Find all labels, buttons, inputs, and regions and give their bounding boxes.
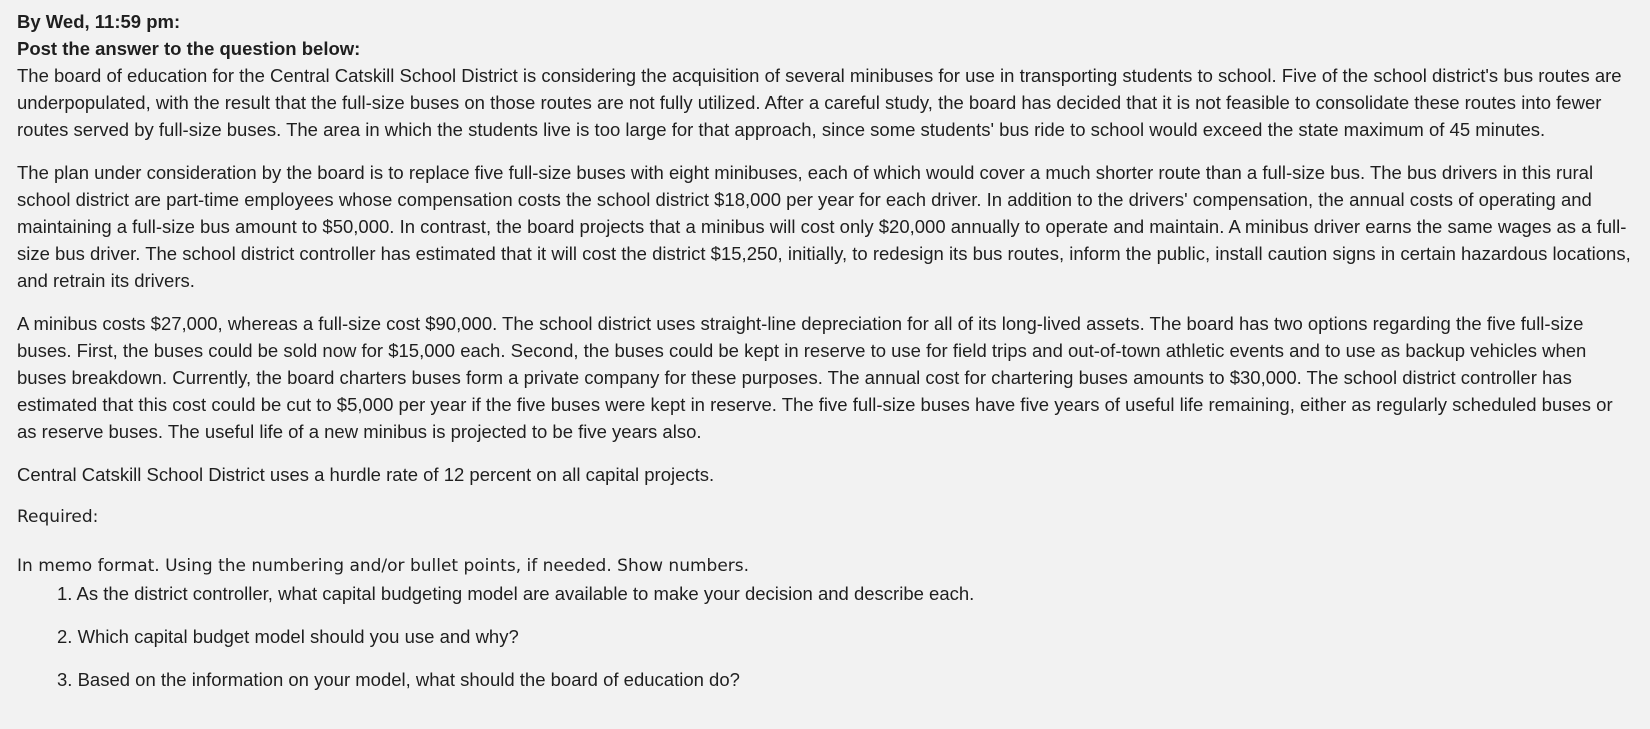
paragraph-background: The board of education for the Central Catskill School District is considering the acquisition of several minibuses for use in transporting students to school. Five of the school district's bus routes are underpopulated, with the result that the full-size buses on those routes are not fully utilized. After a careful study, the board has decided that it is not feasible to consolidate these routes into fewer routes served by full-size buses. The area in which the students live is too large for that approach, since some students' bus ride to school would exceed the state maximum of 45 minutes. — [17, 65, 1622, 140]
question-item-1: 1. As the district controller, what capital budgeting model are available to make your decision and describe each. — [57, 583, 975, 604]
paragraph-plan: The plan under consideration by the board is to replace five full-size buses with eight minibuses, each of which would cover a much shorter route than a full-size bus. The bus drivers in this rural school district are part-time employees whose compensation costs the school district $18,000 per year for each driver. In addition to the drivers' compensation, the annual costs of operating and maintaining a full-size bus amount to $50,000. In contrast, the board projects that a minibus will cost only $20,000 annually to operate and maintain. A minibus driver earns the same wages as a full-size bus driver. The school district controller has estimated that it will cost the district $15,250, initially, to redesign its bus routes, inform the public, install caution signs in certain hazardous locations, and retrain its drivers. — [17, 162, 1631, 291]
paragraph-costs: A minibus costs $27,000, whereas a full-size cost $90,000. The school district uses straight-line depreciation for all of its long-lived assets. The board has two options regarding the five full-size buses. First, the buses could be sold now for $15,000 each. Second, the buses could be kept in reserve to use for field trips and out-of-town athletic events and to use as backup vehicles when buses breakdown. Currently, the board charters buses form a private company for these purposes. The annual cost for chartering buses amounts to $30,000. The school district controller has estimated that this cost could be cut to $5,000 per year if the five buses were kept in reserve. The five full-size buses have five years of useful life remaining, either as regularly scheduled buses or as reserve buses. The useful life of a new minibus is projected to be five years also. — [17, 313, 1613, 442]
deadline-heading: By Wed, 11:59 pm: — [17, 11, 181, 32]
question-list — [17, 580, 1634, 693]
question-item-3: 3. Based on the information on your model, what should the board of education do? — [57, 669, 740, 690]
paragraph-hurdle-rate: Central Catskill School District uses a hurdle rate of 12 percent on all capital projects. — [17, 464, 715, 485]
instruction-heading: Post the answer to the question below: — [17, 38, 361, 59]
question-item-2: 2. Which capital budget model should you use and why? — [57, 626, 519, 647]
memo-instruction: In memo format. Using the numbering and/or bullet points, if needed. Show numbers. — [17, 556, 750, 576]
required-label: Required: — [17, 507, 99, 527]
